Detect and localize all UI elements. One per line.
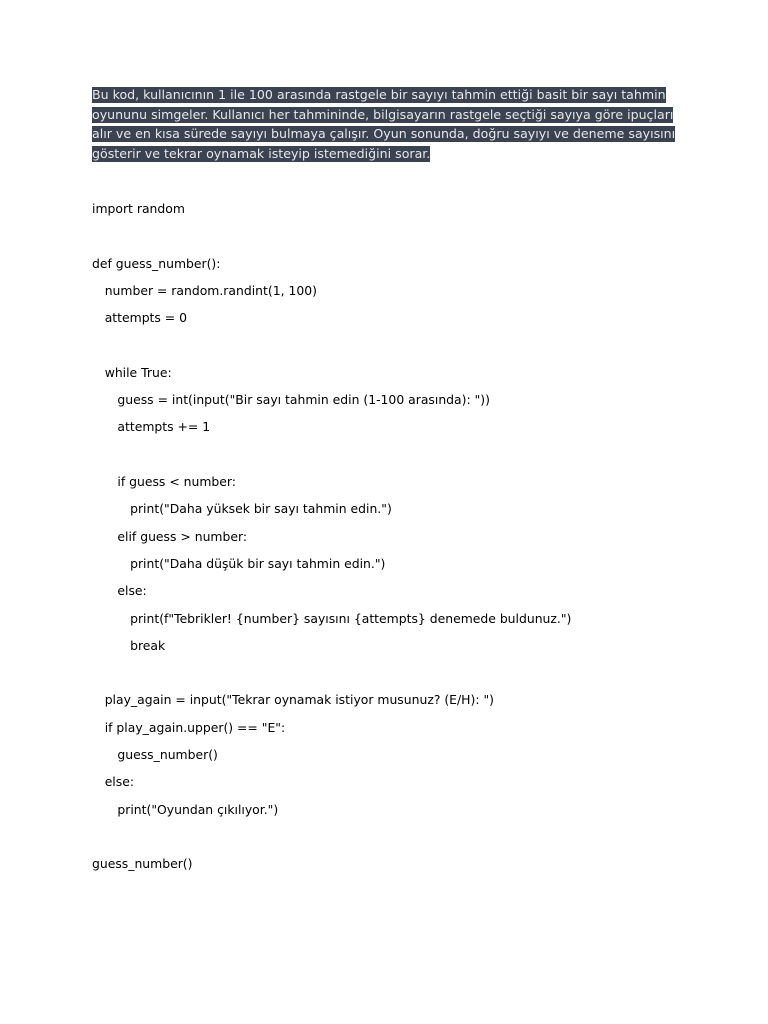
intro-line-text[interactable]: alır ve en kısa sürede sayıyı bulmaya çalışır. Oyun sonunda, doğru sayıyı ve deneme sayısını — [92, 126, 676, 141]
code-line: print(f"Tebrikler! {number} sayısını {attempts} denemede buldunuz.") — [130, 610, 572, 626]
code-line: else: — [117, 583, 147, 599]
code-line: def guess_number(): — [92, 255, 221, 271]
code-line: import random — [92, 201, 185, 216]
intro-line-text[interactable]: oyununu simgeler. Kullanıcı her tahmininde, bilgisayarın rastgele seçtiği sayıya göre ipuçları — [92, 106, 674, 122]
intro-line — [92, 85, 666, 105]
code-line: if guess < number: — [117, 474, 236, 489]
code-line: print("Daha yüksek bir sayı tahmin edin.") — [130, 501, 392, 517]
code-line: elif guess > number: — [117, 528, 248, 544]
code-line: guess_number() — [92, 856, 193, 872]
intro-paragraph — [92, 85, 676, 163]
intro-line — [92, 124, 676, 144]
code-line: print("Daha düşük bir sayı tahmin edin.") — [130, 555, 386, 571]
code-line: break — [130, 637, 166, 653]
intro-line — [92, 144, 662, 164]
code-line: print("Oyundan çıkılıyor.") — [117, 801, 279, 817]
code-line: number = random.randint(1, 100) — [104, 282, 317, 298]
code-line: play_again = input("Tekrar oynamak istiyor musunuz? (E/H): ") — [104, 692, 494, 708]
code-line: guess = int(input("Bir sayı tahmin edin (1-100 arasında): ")) — [117, 392, 490, 408]
code-line: attempts = 0 — [104, 310, 188, 326]
intro-line-text[interactable]: gösterir ve tekrar oynamak isteyip istemediğini sorar. — [92, 145, 431, 161]
code-line: while True: — [104, 364, 172, 380]
intro-line — [92, 105, 674, 125]
intro-line-text[interactable]: Bu kod, kullanıcının 1 ile 100 arasında rastgele bir sayıyı tahmin ettiği basit bir sayı tahmin — [92, 87, 666, 102]
code-line: attempts += 1 — [117, 419, 211, 435]
code-line: guess_number() — [117, 747, 218, 762]
code-line: if play_again.upper() == "E": — [104, 719, 286, 735]
code-line: else: — [104, 774, 135, 790]
